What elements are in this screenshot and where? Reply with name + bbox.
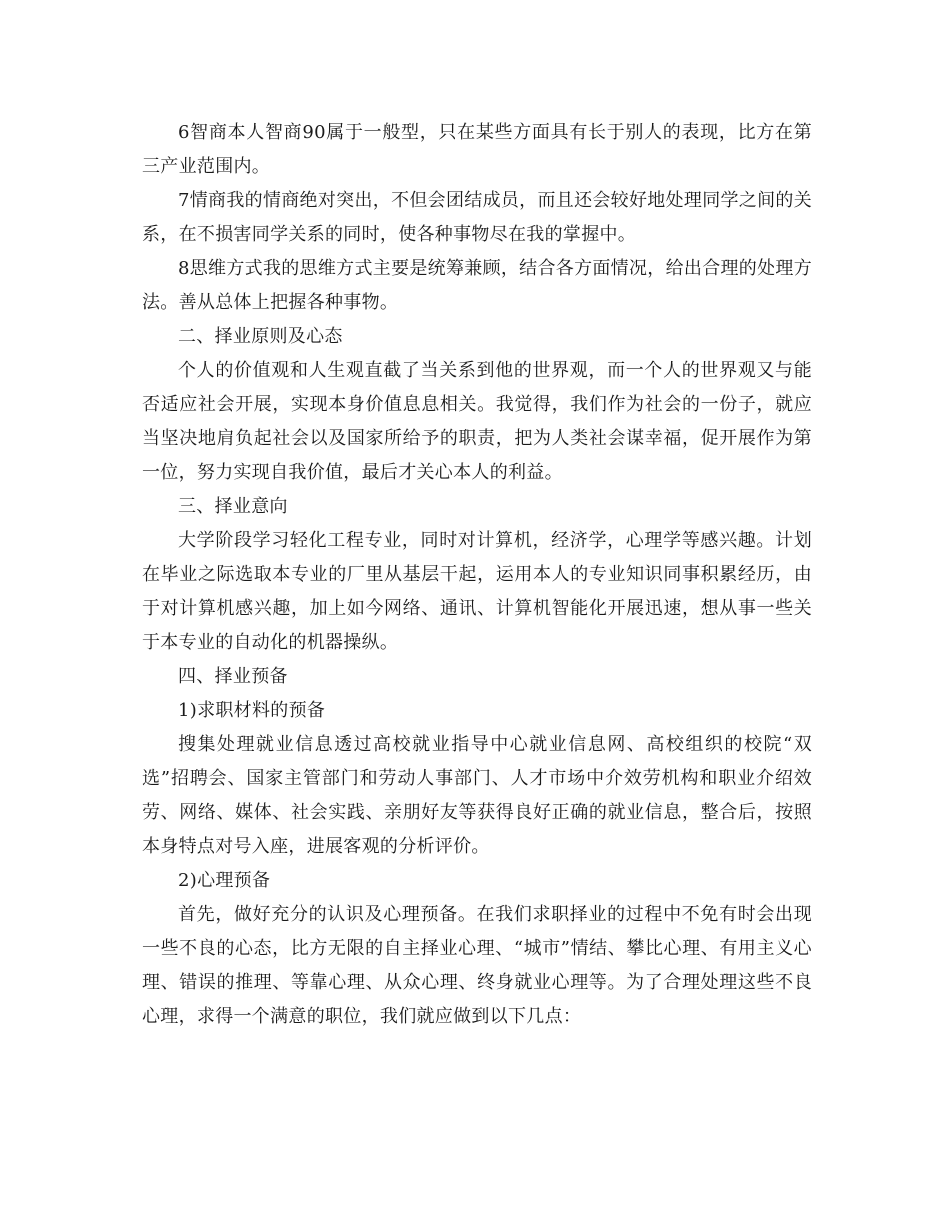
paragraph-intention: 大学阶段学习轻化工程专业，同时对计算机，经济学，心理学等感兴趣。计划在毕业之际选取本专业的厂里从基层干起，运用本人的专业知识同事积累经历，由于对计算机感兴趣，加上如今网络、通讯、计算机智能化开展迅速，想从事一些关于本专业的自动化的机器操纵。 [142,530,812,653]
document-body [142,116,812,1034]
paragraph-psychological: 首先，做好充分的认识及心理预备。在我们求职择业的过程中不免有时会出现一些不良的心态，比方无限的自主择业心理、“城市”情结、攀比心理、有用主义心理、错误的推理、等靠心理、从众心理、终身就业心理等。为了合理处理这些不良心理，求得一个满意的职位，我们就应做到以下几点： [142,904,812,1027]
paragraph-values: 个人的价值观和人生观直截了当关系到他的世界观，而一个人的世界观又与能否适应社会开展，实现本身价值息息相关。我觉得，我们作为社会的一份子，就应当坚决地肩负起社会以及国家所给予的职责，把为人类社会谋幸福，促开展作为第一位，努力实现自我价值，最后才关心本人的利益。 [142,360,812,483]
subheading-psychological: 2)心理预备 [178,870,271,891]
paragraph-information: 搜集处理就业信息透过高校就业指导中心就业信息网、高校组织的校院“双选”招聘会、国家主管部门和劳动人事部门、人才市场中介效劳机构和职业介绍效劳、网络、媒体、社会实践、亲朋好友等获得良好正确的就业信息，整合后，按照本身特点对号入座，进展客观的分析评价。 [142,734,812,857]
section-heading-intention: 三、择业意向 [178,496,288,517]
section-heading-principles: 二、择业原则及心态 [178,326,343,347]
subheading-materials: 1)求职材料的预备 [178,700,326,721]
paragraph-thinking-style: 8思维方式我的思维方式主要是统筹兼顾，结合各方面情况，给出合理的处理方法。善从总体上把握各种事物。 [142,258,812,313]
section-heading-preparation: 四、择业预备 [178,666,288,687]
paragraph-eq: 7情商我的情商绝对突出，不但会团结成员，而且还会较好地处理同学之间的关系，在不损害同学关系的同时，使各种事物尽在我的掌握中。 [142,190,812,245]
paragraph-iq: 6智商本人智商90属于一般型，只在某些方面具有长于别人的表现，比方在第三产业范围内。 [142,122,812,177]
